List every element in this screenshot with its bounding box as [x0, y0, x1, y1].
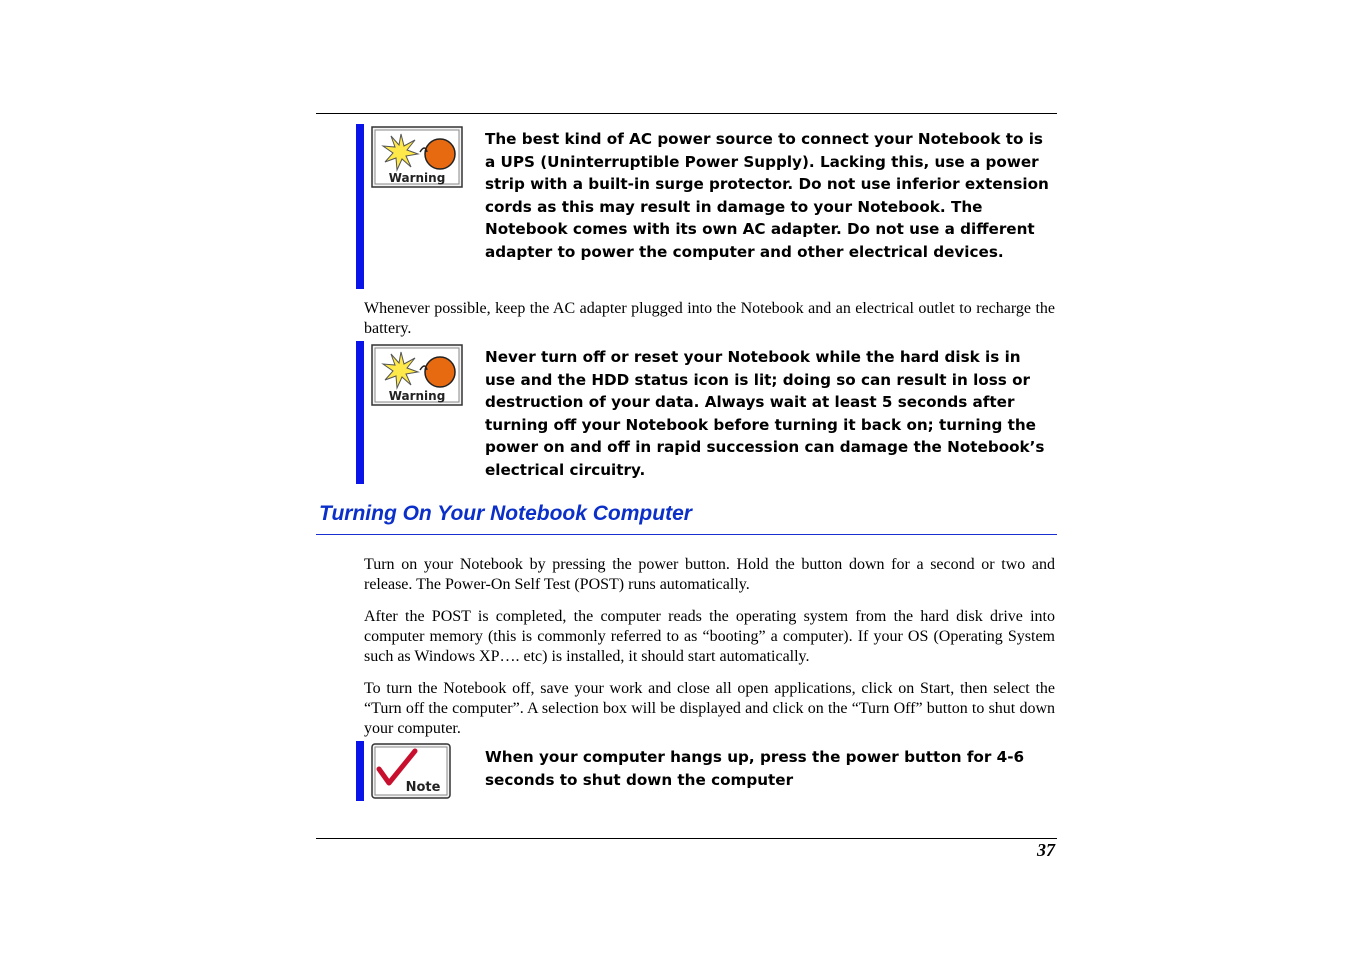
- note-checkmark-icon: [371, 743, 451, 799]
- warning-text: The best kind of AC power source to connect your Notebook to is a UPS (Uninterruptible Power Supply). Lacking this, use a power strip with a built-in surge protector. Do not use inferior extension cords as this may result in damage to your Notebook. The Notebook comes with its own AC adapter. Do not use a different adapter to power the computer and other electrical devices.: [485, 130, 1049, 261]
- warning-text: Never turn off or reset your Notebook while the hard disk is in use and the HDD status icon is lit; doing so can result in loss or destruction of your data. Always wait at least 5 seconds after turning off your Notebook before turning it back on; turning the power on and off in rapid succession can damage the Notebook’s electrical circuitry.: [485, 348, 1045, 479]
- note-icon-label: Note: [405, 780, 441, 795]
- body-paragraph: Turn on your Notebook by pressing the power button. Hold the button down for a second or two and release. The Power-On Self Test (POST) runs automatically.: [364, 556, 1055, 593]
- body-paragraph: Whenever possible, keep the AC adapter plugged into the Notebook and an electrical outlet to recharge the battery.: [364, 300, 1055, 337]
- warning-bar: [356, 341, 364, 484]
- heading-rule: [316, 534, 1057, 535]
- note-text: When your computer hangs up, press the power button for 4-6 seconds to shut down the computer: [485, 748, 1025, 789]
- body-paragraph: To turn the Notebook off, save your work and close all open applications, click on Start, then select the “Turn off the computer”. A selection box will be displayed and click on the “Turn Off” button to shut down your computer.: [364, 680, 1055, 737]
- warning-icon: [371, 344, 463, 406]
- page-number: 37: [1037, 840, 1055, 860]
- note-bar: [356, 741, 364, 801]
- bottom-rule: [316, 838, 1057, 839]
- warning-icon: [371, 126, 463, 188]
- warning-icon-label: Warning: [388, 171, 446, 185]
- section-title: Turning On Your Notebook Computer: [319, 502, 692, 525]
- body-paragraph: After the POST is completed, the computer reads the operating system from the hard disk drive into computer memory (this is commonly referred to as “booting” a computer). If your OS (Operating System such as Windows XP…. etc) is installed, it should start automatically.: [364, 608, 1055, 665]
- warning-icon-label: Warning: [388, 389, 446, 403]
- top-rule: [316, 113, 1057, 114]
- warning-bar: [356, 124, 364, 289]
